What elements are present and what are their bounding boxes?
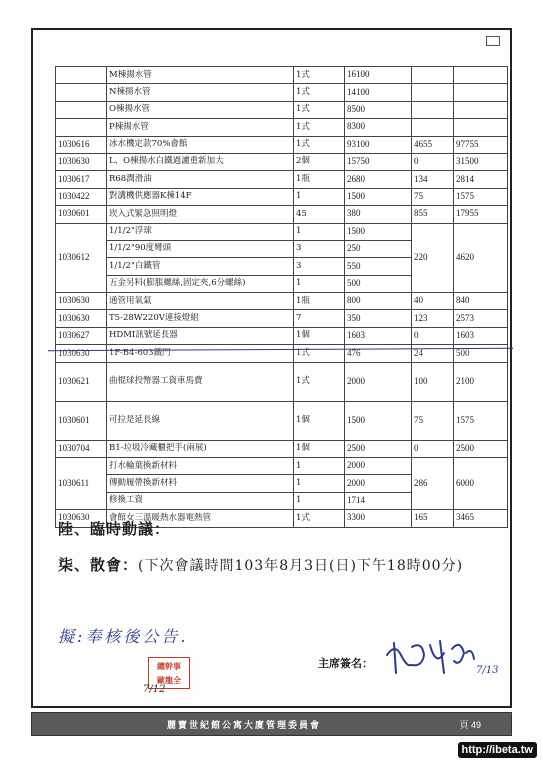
- row-total: 17955: [454, 206, 508, 223]
- table-row: [56, 310, 508, 327]
- row-code: 1030630: [56, 510, 107, 527]
- expense-table: [55, 66, 508, 528]
- table-row: [56, 223, 508, 240]
- group-price: 500: [345, 275, 412, 292]
- group-item: 傳動履帶換新材料: [107, 475, 294, 492]
- row-item: 冰水機定款70%會館: [107, 136, 294, 153]
- row-item: M棟揚水管: [107, 67, 294, 84]
- group-qty: 1: [294, 223, 345, 240]
- row-tax: 0: [412, 153, 454, 170]
- table-row: [56, 153, 508, 170]
- row-tax: 855: [412, 206, 454, 223]
- row-qty: 1式: [294, 510, 345, 527]
- group-code: 1030612: [56, 223, 107, 293]
- group-qty: 1: [294, 475, 345, 492]
- section-adjourn-head: 柒、散會：: [58, 556, 139, 574]
- row-qty: 1式: [294, 67, 345, 84]
- row-total: 2100: [454, 362, 508, 401]
- table-row: [56, 171, 508, 188]
- row-tax: 75: [412, 188, 454, 205]
- row-tax: [412, 101, 454, 118]
- watermark: http://ibeta.tw: [458, 742, 538, 758]
- row-price: 476: [345, 345, 412, 362]
- footer-bar: [31, 712, 512, 736]
- row-qty: 2個: [294, 153, 345, 170]
- row-tax: 0: [412, 440, 454, 457]
- page-number: 頁 49: [459, 719, 481, 730]
- row-price: 2500: [345, 440, 412, 457]
- row-code: 1030627: [56, 327, 107, 344]
- table-row: [56, 84, 508, 101]
- row-qty: 1式: [294, 101, 345, 118]
- row-qty: 1式: [294, 345, 345, 362]
- table-row: [56, 362, 508, 401]
- chair-signature-label: 主席簽名：: [318, 657, 373, 670]
- row-price: 8300: [345, 119, 412, 136]
- row-item: HDMI訊號延長器: [107, 327, 294, 344]
- row-tax: 75: [412, 401, 454, 440]
- table-row: [56, 458, 508, 475]
- row-qty: 1個: [294, 440, 345, 457]
- group-qty: 1: [294, 458, 345, 475]
- row-total: 1575: [454, 188, 508, 205]
- group-qty: 3: [294, 258, 345, 275]
- group-item: 打水輪葉換新材料: [107, 458, 294, 475]
- handwritten-note: 擬:奉核後公告.: [58, 627, 189, 646]
- group-price: 250: [345, 240, 412, 257]
- group-price: 1500: [345, 223, 412, 240]
- row-code: 1030630: [56, 345, 107, 362]
- group-item: 1/1/2"浮球: [107, 223, 294, 240]
- row-item: 通管用氧氣: [107, 293, 294, 310]
- stamp-date: 7/12: [143, 684, 166, 695]
- group-item: 1/1/2"90度彎頭: [107, 240, 294, 257]
- row-qty: 1式: [294, 84, 345, 101]
- row-total: [454, 67, 508, 84]
- row-item: O棟揚水管: [107, 101, 294, 118]
- row-item: 可拉是延長線: [107, 401, 294, 440]
- row-total: 97755: [454, 136, 508, 153]
- row-qty: 1瓶: [294, 171, 345, 188]
- row-total: 1575: [454, 401, 508, 440]
- row-code: [56, 101, 107, 118]
- row-total: 2500: [454, 440, 508, 457]
- row-tax: [412, 67, 454, 84]
- row-code: 1030621: [56, 362, 107, 401]
- table-row: [56, 119, 508, 136]
- row-total: 1603: [454, 327, 508, 344]
- row-price: 1500: [345, 188, 412, 205]
- row-qty: 45: [294, 206, 345, 223]
- row-tax: 24: [412, 345, 454, 362]
- row-total: 500: [454, 345, 508, 362]
- table-row: [56, 401, 508, 440]
- row-total: 3465: [454, 510, 508, 527]
- row-item: T5-28W220V連接燈組: [107, 310, 294, 327]
- row-price: 8500: [345, 101, 412, 118]
- row-total: 31500: [454, 153, 508, 170]
- stamp-line: 總幹事: [157, 661, 181, 671]
- row-item: 1F-B4-603鐵門: [107, 345, 294, 362]
- row-price: 350: [345, 310, 412, 327]
- row-price: 2000: [345, 362, 412, 401]
- row-price: 14100: [345, 84, 412, 101]
- row-item: 崁入式緊急照明燈: [107, 206, 294, 223]
- row-code: 1030630: [56, 293, 107, 310]
- row-tax: 40: [412, 293, 454, 310]
- row-tax: [412, 84, 454, 101]
- row-price: 93100: [345, 136, 412, 153]
- row-price: 1603: [345, 327, 412, 344]
- table-row: [56, 67, 508, 84]
- table-row: [56, 206, 508, 223]
- row-price: 15750: [345, 153, 412, 170]
- group-qty: 1: [294, 275, 345, 292]
- group-total: 6000: [454, 458, 508, 510]
- table-row: [56, 101, 508, 118]
- row-price: 800: [345, 293, 412, 310]
- row-code: 1030630: [56, 153, 107, 170]
- row-tax: 0: [412, 327, 454, 344]
- row-price: 380: [345, 206, 412, 223]
- row-price: 16100: [345, 67, 412, 84]
- group-qty: 3: [294, 240, 345, 257]
- row-code: [56, 119, 107, 136]
- row-code: 1030704: [56, 440, 107, 457]
- table-row: [56, 327, 508, 344]
- row-price: 2680: [345, 171, 412, 188]
- row-total: 2573: [454, 310, 508, 327]
- row-item: P棟揚水管: [107, 119, 294, 136]
- row-price: 3300: [345, 510, 412, 527]
- row-price: 1500: [345, 401, 412, 440]
- group-price: 2000: [345, 475, 412, 492]
- chair-signature: [382, 635, 499, 680]
- row-code: 1030601: [56, 206, 107, 223]
- group-item: 修換工資: [107, 492, 294, 509]
- group-price: 1714: [345, 492, 412, 509]
- group-code: 1030611: [56, 458, 107, 510]
- row-code: 1030601: [56, 401, 107, 440]
- row-item: R68潤滑油: [107, 171, 294, 188]
- table-row: [56, 293, 508, 310]
- corner-mark: [486, 36, 500, 46]
- row-total: 2814: [454, 171, 508, 188]
- row-qty: 1式: [294, 119, 345, 136]
- chair-date: 7/13: [476, 665, 499, 676]
- group-total: 4620: [454, 223, 508, 293]
- row-code: 1030617: [56, 171, 107, 188]
- group-tax: 286: [412, 458, 454, 510]
- row-qty: 1式: [294, 362, 345, 401]
- row-total: [454, 84, 508, 101]
- row-tax: 165: [412, 510, 454, 527]
- row-code: 1030616: [56, 136, 107, 153]
- section-motions: 陸、臨時動議：: [58, 520, 171, 538]
- row-qty: 1: [294, 188, 345, 205]
- group-qty: 1: [294, 492, 345, 509]
- row-total: 840: [454, 293, 508, 310]
- section-adjourn: [58, 554, 463, 575]
- group-price: 2000: [345, 458, 412, 475]
- row-tax: [412, 119, 454, 136]
- row-tax: 134: [412, 171, 454, 188]
- table-row: [56, 136, 508, 153]
- row-qty: 7: [294, 310, 345, 327]
- row-total: [454, 119, 508, 136]
- row-item: L、O棟揚水白鐵過濾重新加大: [107, 153, 294, 170]
- row-code: [56, 84, 107, 101]
- section-adjourn-detail: (下次會議時間103年8月3日(日)下午18時00分): [138, 558, 464, 574]
- row-qty: 1瓶: [294, 293, 345, 310]
- row-item: N棟揚水管: [107, 84, 294, 101]
- row-qty: 1個: [294, 401, 345, 440]
- row-code: 1030630: [56, 310, 107, 327]
- row-item: 曲棍球投幣器工資車馬費: [107, 362, 294, 401]
- table-row: [56, 188, 508, 205]
- row-item: B1-垃圾冷藏櫃把手(兩展): [107, 440, 294, 457]
- row-qty: 1個: [294, 327, 345, 344]
- group-item: 五金另料(膨脹螺絲,固定夾,6分螺絲): [107, 275, 294, 292]
- row-qty: 1式: [294, 136, 345, 153]
- row-tax: 4655: [412, 136, 454, 153]
- row-total: [454, 101, 508, 118]
- stamp-line: 歐龍全: [157, 675, 181, 685]
- row-tax: 100: [412, 362, 454, 401]
- table-row: [56, 440, 508, 457]
- row-item: 會館女三溫暖熱水器電熱管: [107, 510, 294, 527]
- group-price: 550: [345, 258, 412, 275]
- footer-title: 麗寶世紀館公寓大廈管理委員會: [167, 720, 322, 731]
- row-code: 1030422: [56, 188, 107, 205]
- row-item: 對講機供應器K棟14F: [107, 188, 294, 205]
- group-tax: 220: [412, 223, 454, 293]
- row-code: [56, 67, 107, 84]
- row-tax: 123: [412, 310, 454, 327]
- group-item: 1/1/2"白鐵管: [107, 258, 294, 275]
